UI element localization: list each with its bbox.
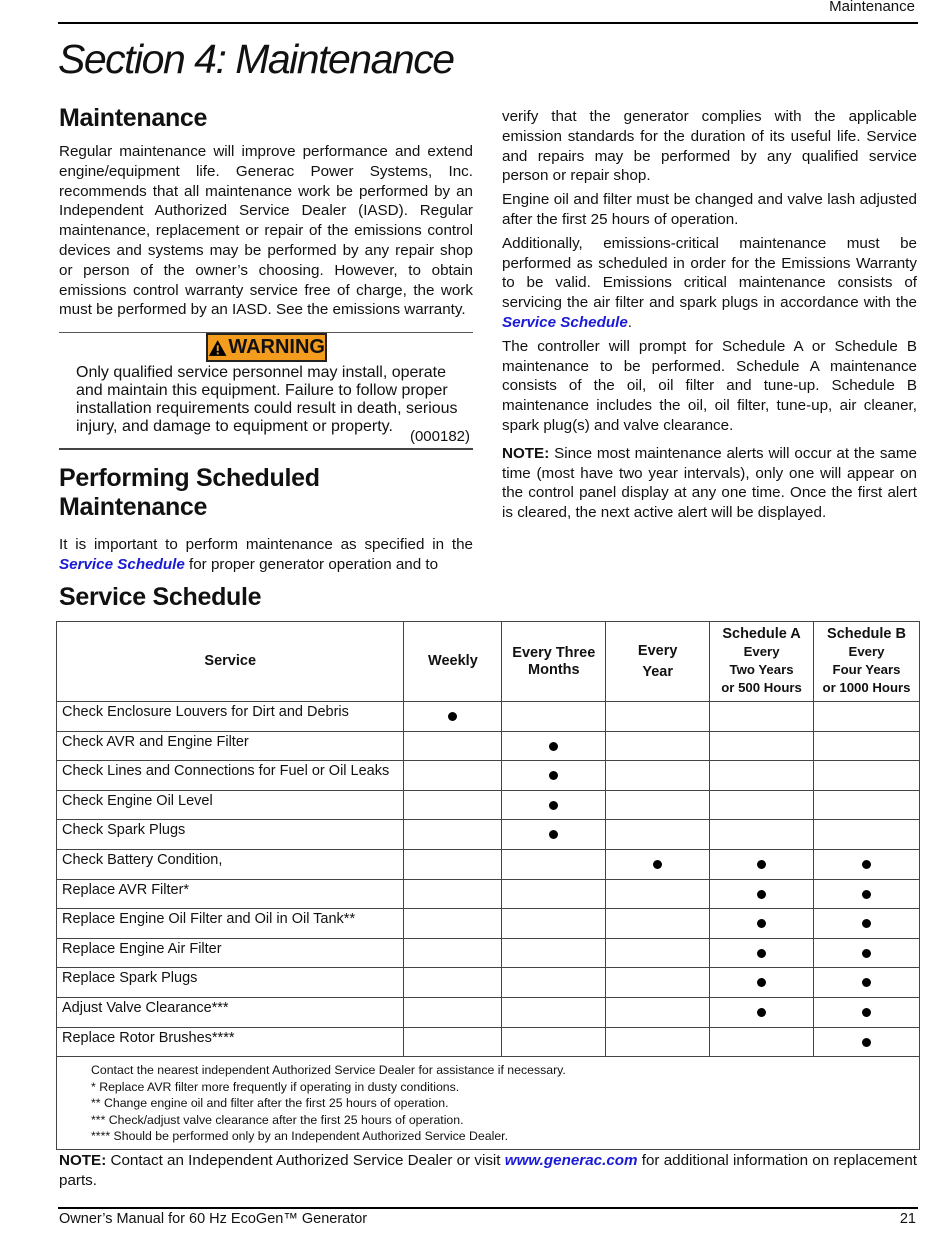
table-row (57, 702, 920, 732)
table-header-row (57, 622, 920, 702)
right-note (502, 444, 917, 523)
schedule-cell (502, 1027, 606, 1057)
bullet-mark-icon (549, 742, 558, 751)
table-row (57, 820, 920, 850)
bottom-note-text-before: Contact an Independent Authorized Service Dealer or visit (106, 1152, 505, 1169)
schedule-cell (814, 938, 920, 968)
table-row (57, 968, 920, 998)
schedule-cell (502, 790, 606, 820)
table-row (57, 909, 920, 939)
schedule-cell (814, 761, 920, 791)
schedule-cell (404, 1027, 502, 1057)
schedule-cell (404, 820, 502, 850)
header-schedule-b: Schedule B Every Four Years or 1000 Hours (814, 622, 920, 702)
service-name-cell: Replace AVR Filter* (57, 879, 404, 909)
table-row (57, 731, 920, 761)
schedule-cell (502, 879, 606, 909)
schedule-cell (502, 849, 606, 879)
schedule-cell (814, 1027, 920, 1057)
bullet-mark-icon (549, 771, 558, 780)
bullet-mark-icon (653, 860, 662, 869)
warning-box (59, 332, 473, 450)
bullet-mark-icon (757, 890, 766, 899)
schedule-cell (710, 702, 814, 732)
schedule-cell (606, 790, 710, 820)
footer-rule (58, 1207, 918, 1209)
schedule-cell (710, 938, 814, 968)
schedule-cell (814, 731, 920, 761)
performing-text-after: for proper generator operation and to (184, 555, 439, 573)
warning-code: (000182) (409, 428, 470, 446)
schedule-cell (710, 820, 814, 850)
schedule-cell (606, 1027, 710, 1057)
left-column (59, 104, 473, 575)
schedule-cell (502, 997, 606, 1027)
maintenance-paragraph: Regular maintenance will improve performance and extend engine/equipment life. Generac Power Systems, Inc. recommends that all maintenance work be performed by an Independent Authorized Service Dealer (IASD). Regular maintenance, replacement or repair of the emissions control devices and systems may be performed by any repair shop or person of the owner’s choosing. However, to obtain emissions control warranty service free of charge, the work must be performed by an IASD. See the emissions warranty. (59, 143, 473, 319)
p3-text-after: . (627, 313, 633, 331)
schedule-cell (502, 909, 606, 939)
bullet-mark-icon (862, 949, 871, 958)
schedule-cell (710, 790, 814, 820)
service-schedule-link[interactable]: Service Schedule (59, 555, 185, 573)
header-weekly: Weekly (404, 622, 502, 702)
schedule-cell (606, 820, 710, 850)
schedule-cell (404, 968, 502, 998)
table-note: *** Check/adjust valve clearance after the first 25 hours of operation. (91, 1112, 464, 1127)
bullet-mark-icon (549, 801, 558, 810)
schedule-cell (502, 820, 606, 850)
right-paragraph-4: The controller will prompt for Schedule A or Schedule B maintenance to be performed. Schedule A maintenance consists of the oil, oil filter and tune-up. Schedule B maintenance includes the oil, oil filter, tune-up, air cleaner, spark plug(s) and valve clearance. (502, 337, 917, 434)
service-schedule-link-2[interactable]: Service Schedule (502, 313, 628, 331)
service-name-cell: Replace Engine Oil Filter and Oil in Oil Tank** (57, 909, 404, 939)
note-label: NOTE: (502, 444, 550, 462)
schedule-cell (606, 938, 710, 968)
bullet-mark-icon (862, 978, 871, 987)
schedule-cell (606, 997, 710, 1027)
service-name-cell: Replace Engine Air Filter (57, 938, 404, 968)
table-note: ** Change engine oil and filter after the first 25 hours of operation. (91, 1096, 449, 1111)
warning-badge (206, 333, 327, 362)
running-header: Maintenance (829, 0, 915, 15)
schedule-cell (404, 761, 502, 791)
table-row (57, 1027, 920, 1057)
service-name-cell: Check Enclosure Louvers for Dirt and Debris (57, 702, 404, 732)
schedule-cell (606, 968, 710, 998)
schedule-cell (404, 997, 502, 1027)
schedule-cell (502, 938, 606, 968)
schedule-cell (404, 879, 502, 909)
table-row (57, 879, 920, 909)
schedule-cell (606, 849, 710, 879)
page-number: 21 (899, 1211, 916, 1227)
service-name-cell: Check Battery Condition, (57, 849, 404, 879)
service-schedule-table (56, 621, 920, 1150)
performing-paragraph (59, 535, 473, 575)
right-paragraph-3 (502, 234, 917, 333)
right-paragraph-1: verify that the generator complies with the applicable emission standards for the duration of its useful life. Service and repairs may be performed by any qualified service person or repair shop. (502, 108, 917, 185)
service-schedule-title: Service Schedule (59, 583, 262, 611)
p3-text-before: Additionally, emissions-critical maintenance must be performed as scheduled in order for the Emissions Warranty to be valid. Emissions critical maintenance consists of servicing the air filter and spark plugs in accordance with the (502, 234, 917, 312)
schedule-cell (710, 879, 814, 909)
bullet-mark-icon (549, 830, 558, 839)
schedule-cell (606, 909, 710, 939)
generac-website-link[interactable]: www.generac.com (504, 1152, 638, 1169)
service-name-cell: Adjust Valve Clearance*** (57, 997, 404, 1027)
schedule-cell (404, 909, 502, 939)
table-row (57, 849, 920, 879)
table-note: * Replace AVR filter more frequently if operating in dusty conditions. (91, 1079, 460, 1094)
schedule-cell (502, 702, 606, 732)
right-column (502, 107, 917, 527)
performing-text-before: It is important to perform maintenance as specified in the (59, 536, 473, 554)
service-name-cell: Check AVR and Engine Filter (57, 731, 404, 761)
service-name-cell: Check Engine Oil Level (57, 790, 404, 820)
bullet-mark-icon (862, 919, 871, 928)
service-name-cell: Replace Rotor Brushes**** (57, 1027, 404, 1057)
schedule-cell (814, 879, 920, 909)
notes-row (57, 1057, 920, 1150)
bottom-note (59, 1151, 917, 1191)
warning-triangle-icon (208, 338, 227, 358)
schedule-cell (710, 731, 814, 761)
table-row (57, 790, 920, 820)
warning-label: WARNING (228, 336, 325, 359)
schedule-cell (404, 938, 502, 968)
table-row (57, 997, 920, 1027)
bottom-note-text-after: for additional information on replacement parts. (59, 1152, 917, 1189)
bullet-mark-icon (757, 919, 766, 928)
schedule-cell (606, 879, 710, 909)
schedule-cell (710, 761, 814, 791)
service-name-cell: Replace Spark Plugs (57, 968, 404, 998)
schedule-cell (710, 997, 814, 1027)
schedule-cell (404, 731, 502, 761)
schedule-cell (606, 761, 710, 791)
schedule-cell (404, 702, 502, 732)
bullet-mark-icon (757, 949, 766, 958)
schedule-cell (814, 997, 920, 1027)
schedule-cell (502, 761, 606, 791)
maintenance-heading: Maintenance (59, 104, 208, 132)
service-name-cell: Check Lines and Connections for Fuel or Oil Leaks (57, 761, 404, 791)
schedule-cell (710, 909, 814, 939)
schedule-cell (814, 790, 920, 820)
header-rule (58, 22, 918, 24)
schedule-cell (814, 702, 920, 732)
note-text: Since most maintenance alerts will occur at the same time (most have two year intervals), only one will appear on the control panel display at any one time. Once the first alert is cleared, the next active alert will be displayed. (502, 444, 917, 522)
schedule-cell (710, 1027, 814, 1057)
bullet-mark-icon (757, 860, 766, 869)
schedule-body (57, 702, 920, 1057)
bullet-mark-icon (862, 860, 871, 869)
right-paragraph-2: Engine oil and filter must be changed and valve lash adjusted after the first 25 hours of operation. (502, 191, 917, 228)
schedule-cell (606, 731, 710, 761)
footer-manual-title: Owner’s Manual for 60 Hz EcoGen™ Generator (59, 1211, 368, 1227)
schedule-cell (710, 968, 814, 998)
schedule-cell (814, 820, 920, 850)
bullet-mark-icon (757, 978, 766, 987)
schedule-cell (502, 968, 606, 998)
bullet-mark-icon (862, 1038, 871, 1047)
table-row (57, 938, 920, 968)
header-every-year: Every Year (606, 622, 710, 702)
warning-text: Only qualified service personnel may install, operate and maintain this equipment. Failure to follow proper installation requirements could result in death, serious injury, and damage to equipment or property. (76, 364, 458, 436)
bullet-mark-icon (862, 890, 871, 899)
service-name-cell: Check Spark Plugs (57, 820, 404, 850)
table-notes (57, 1057, 920, 1150)
schedule-cell (710, 849, 814, 879)
schedule-cell (814, 849, 920, 879)
performing-heading: Performing Scheduled Maintenance (59, 464, 320, 522)
schedule-cell (814, 968, 920, 998)
header-schedule-a: Schedule A Every Two Years or 500 Hours (710, 622, 814, 702)
table-row (57, 761, 920, 791)
schedule-cell (606, 702, 710, 732)
schedule-cell (404, 849, 502, 879)
bullet-mark-icon (757, 1008, 766, 1017)
schedule-cell (404, 790, 502, 820)
schedule-cell (814, 909, 920, 939)
section-title: Section 4: Maintenance (58, 36, 454, 82)
table-note: Contact the nearest independent Authorized Service Dealer for assistance if necessary. (91, 1063, 566, 1078)
table-note: **** Should be performed only by an Independent Authorized Service Dealer. (91, 1129, 509, 1144)
header-service: Service (57, 622, 404, 702)
bullet-mark-icon (862, 1008, 871, 1017)
bottom-note-label: NOTE: (59, 1152, 107, 1169)
header-three-months: Every Three Months (502, 622, 606, 702)
schedule-cell (502, 731, 606, 761)
bullet-mark-icon (448, 712, 457, 721)
